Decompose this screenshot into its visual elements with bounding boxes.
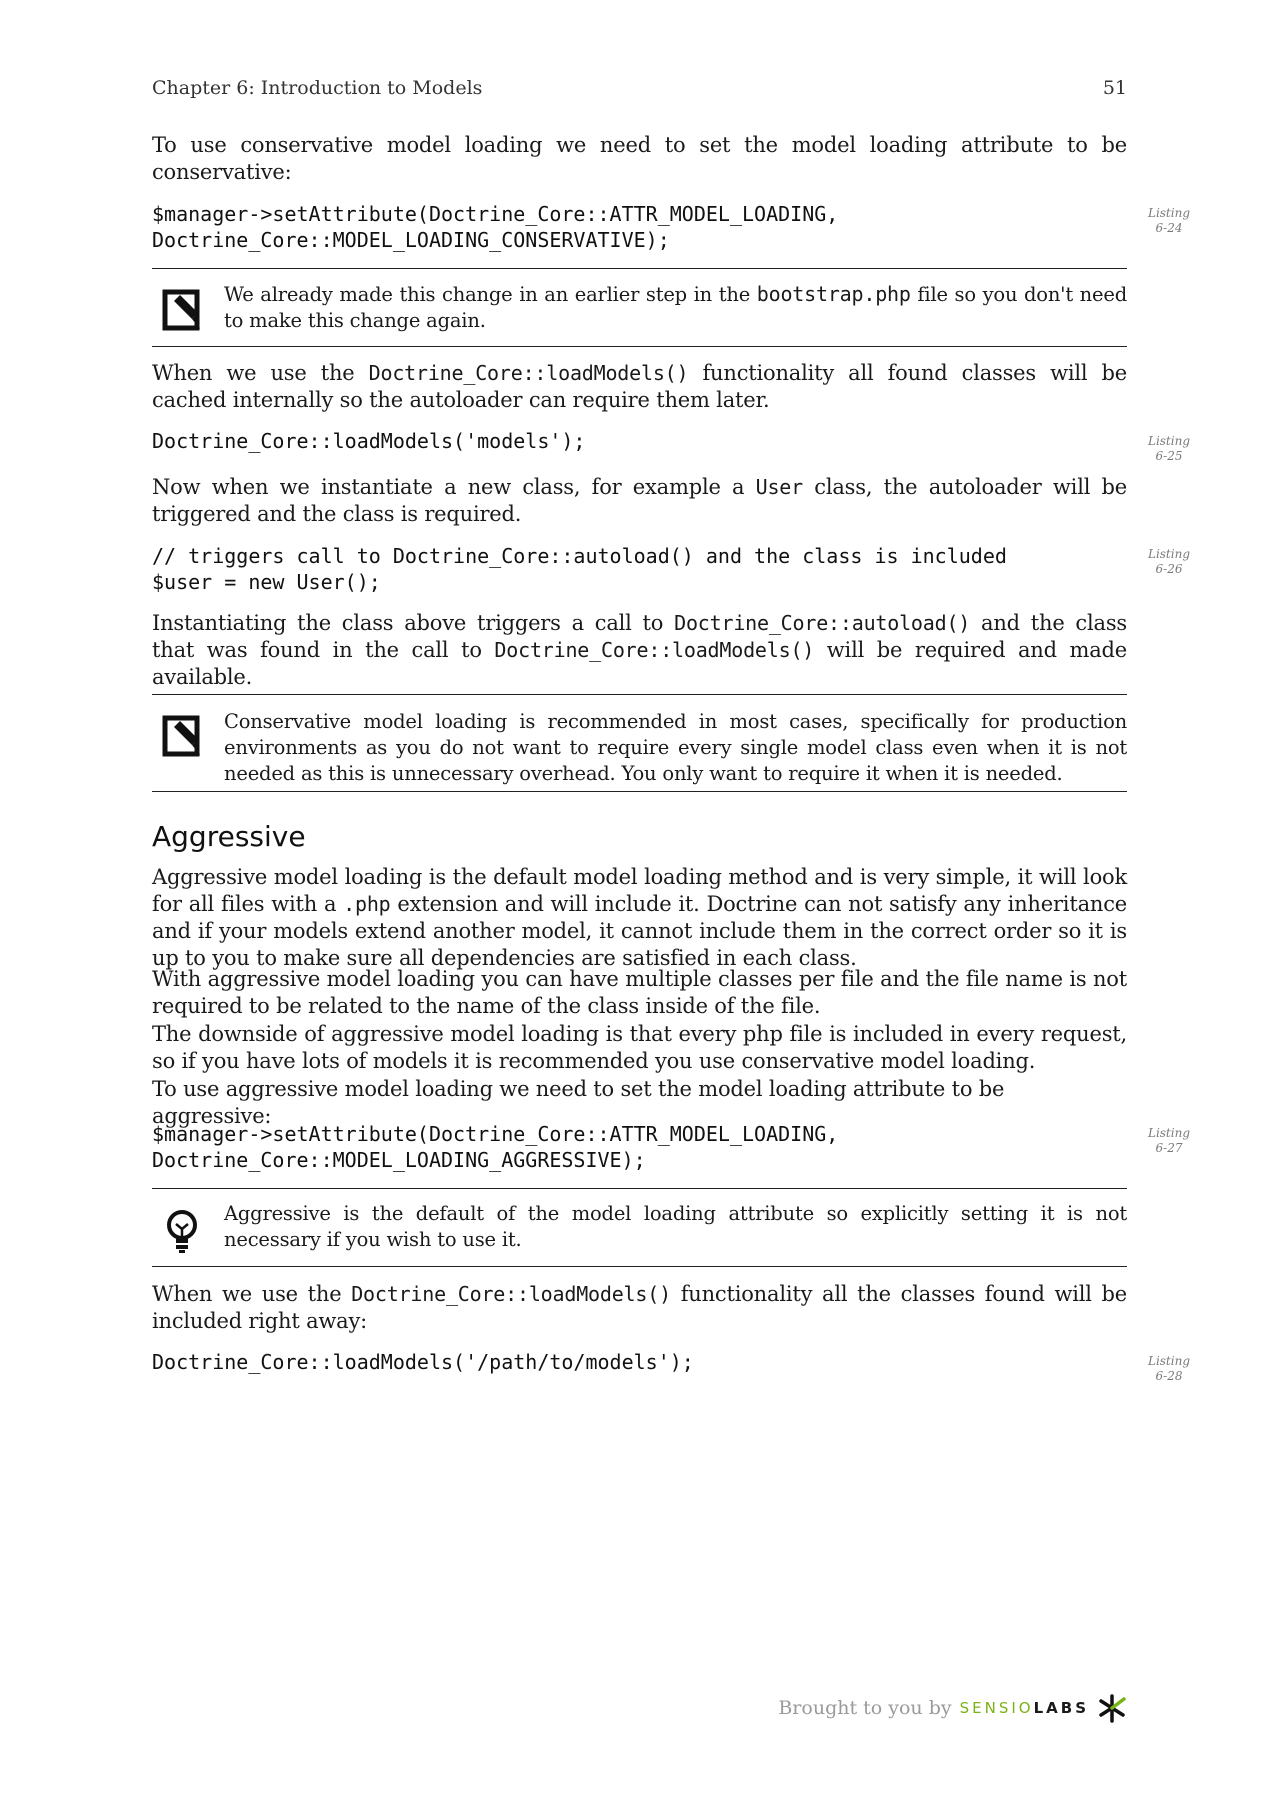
brand-sensio: SENSIO [959, 1699, 1034, 1717]
page-footer [778, 1692, 1127, 1724]
brought-to-you-text: Brought to you by [778, 1697, 952, 1719]
tip-box [152, 1188, 1127, 1267]
note-box [152, 268, 1127, 347]
paragraph [152, 1021, 1127, 1075]
lightbulb-icon [162, 1209, 202, 1253]
sensiolabs-logo-icon [1097, 1693, 1127, 1723]
text-b: and the class that was found in the call to [152, 611, 1127, 662]
listing-label [1139, 206, 1199, 236]
paragraph-text [152, 474, 1127, 528]
listing-number: 6-27 [1155, 1141, 1183, 1155]
listing-number: 6-28 [1155, 1369, 1183, 1383]
paragraph-text [152, 1281, 1127, 1335]
code-block: Doctrine_Core::loadModels('models'); [152, 429, 586, 453]
listing-number: 6-26 [1155, 562, 1183, 576]
listing-label [1139, 547, 1199, 577]
inline-code: User [755, 475, 803, 499]
paragraph [152, 966, 1127, 1020]
note-icon [162, 289, 202, 333]
note-text-a: We already made this change in an earlier step in the [224, 283, 757, 306]
paragraph [152, 864, 1127, 972]
inline-code: Doctrine_Core::autoload() [674, 611, 971, 635]
page-number: 51 [1102, 77, 1127, 99]
paragraph-text [152, 864, 1127, 972]
paragraph [152, 132, 1127, 186]
paragraph-text: The downside of aggressive model loading is that every php file is included in every request, so if you have lots of models it is recommended you use conservative model loading. [152, 1022, 1127, 1073]
note-icon [162, 715, 202, 759]
text-a: Aggressive model loading is the default model loading method and is very simple, it will look for all files with a [152, 865, 1127, 916]
text-a: Now when we instantiate a new class, for example a [152, 475, 756, 499]
paragraph [152, 1281, 1127, 1335]
brand-labs: LABS [1033, 1699, 1089, 1717]
page-header [152, 77, 1127, 101]
note-text-b: file so you don't need to make this change again. [224, 283, 1127, 332]
code-block: // triggers call to Doctrine_Core::autoload() and the class is included $user = new User(); [152, 544, 1007, 594]
paragraph-text: To use conservative model loading we need to set the model loading attribute to be conservative: [152, 133, 1127, 184]
inline-code: Doctrine_Core::loadModels() [368, 361, 689, 385]
listing-word: Listing [1147, 1126, 1191, 1140]
text-a: When we use the [152, 361, 369, 385]
tip-text: Aggressive is the default of the model loading attribute so explicitly setting it is not necessary if you wish to use it. [224, 1202, 1127, 1251]
listing-label [1139, 1126, 1199, 1156]
text-b: functionality all the classes found will be included right away: [152, 1282, 1127, 1333]
document-page [152, 0, 1191, 1800]
paragraph-text [152, 360, 1127, 414]
text-b: class, the autoloader will be triggered and the class is required. [152, 475, 1127, 526]
paragraph [152, 474, 1127, 528]
listing-word: Listing [1147, 206, 1191, 220]
code-block: $manager->setAttribute(Doctrine_Core::ATTR_MODEL_LOADING, Doctrine_Core::MODEL_LOADING_AGGRESSIVE); [152, 1122, 839, 1172]
code-listing [152, 1121, 1127, 1173]
paragraph-text: To use aggressive model loading we need to set the model loading attribute to be aggressive: [152, 1077, 1005, 1128]
text-c: will be required and made available. [152, 638, 1127, 689]
text-a: When we use the [152, 1282, 352, 1306]
paragraph [152, 610, 1127, 691]
note-text: Conservative model loading is recommended in most cases, specifically for production environments as you do not want to require every single model class even when it is not needed as this is unnecessary overhead. You only want to require it when it is needed. [224, 710, 1127, 785]
code-listing [152, 201, 1127, 253]
section-title: Aggressive [152, 820, 306, 853]
listing-label [1139, 434, 1199, 464]
note-box [152, 694, 1127, 792]
listing-number: 6-24 [1155, 221, 1183, 235]
inline-code: Doctrine_Core::loadModels() [494, 638, 815, 662]
text-b: functionality all found classes will be cached internally so the autoloader can require them later. [152, 361, 1128, 412]
note-code: bootstrap.php [756, 282, 911, 306]
listing-label [1139, 1354, 1199, 1384]
listing-word: Listing [1147, 434, 1191, 448]
inline-code: Doctrine_Core::loadModels() [351, 1282, 671, 1306]
paragraph-text [152, 610, 1127, 691]
inline-code: .php [343, 892, 391, 916]
paragraph [152, 360, 1127, 414]
note-text [224, 281, 1127, 334]
paragraph-text: With aggressive model loading you can have multiple classes per file and the file name is not required to be related to the name of the class inside of the file. [152, 967, 1127, 1018]
code-listing [152, 1349, 1127, 1375]
chapter-title: Chapter 6: Introduction to Models [152, 77, 483, 99]
listing-number: 6-25 [1155, 449, 1183, 463]
listing-word: Listing [1147, 1354, 1191, 1368]
sensiolabs-logo-text [960, 1699, 1089, 1717]
text-a: Instantiating the class above triggers a call to [152, 611, 675, 635]
code-block: $manager->setAttribute(Doctrine_Core::ATTR_MODEL_LOADING, Doctrine_Core::MODEL_LOADING_CONSERVATIVE); [152, 202, 839, 252]
text-b: extension and will include it. Doctrine can not satisfy any inheritance and if your models extend another model, it cannot include them in the correct order so it is up to you to make sure all dependencies are satisfied in each class. [152, 892, 1127, 970]
listing-word: Listing [1147, 547, 1191, 561]
code-listing [152, 428, 1127, 454]
code-listing [152, 543, 1127, 595]
code-block: Doctrine_Core::loadModels('/path/to/models'); [152, 1350, 694, 1374]
